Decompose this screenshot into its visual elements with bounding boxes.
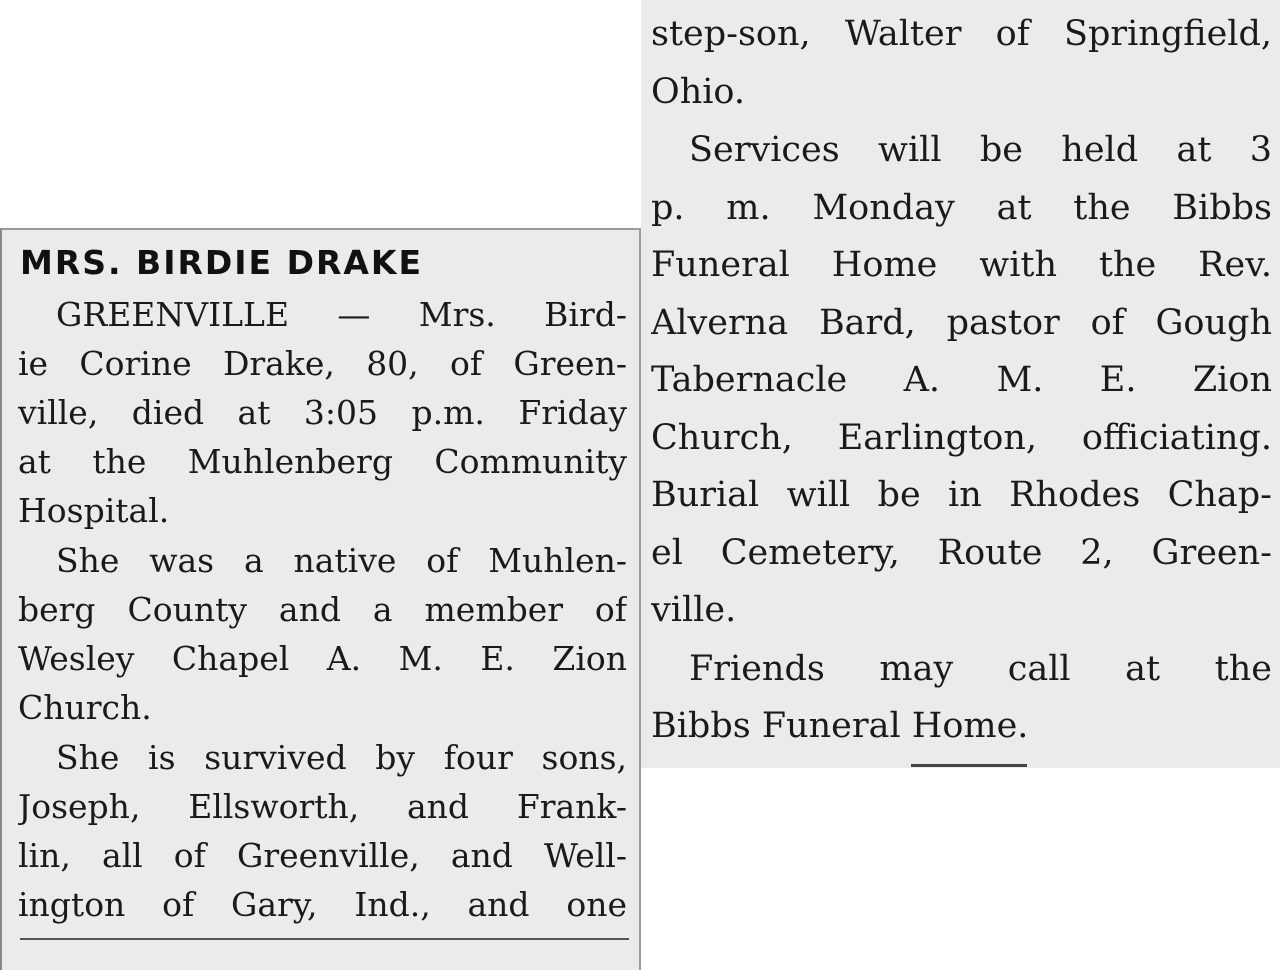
text-line: Ohio. [651,71,746,112]
text-line: ington of Gary, Ind., and one [18,885,627,924]
text-line: ie Corine Drake, 80, of Green- [18,344,627,383]
obituary-headline: MRS. BIRDIE DRAKE [20,243,424,282]
end-of-article-rule [911,764,1027,767]
text-line: Church. [18,688,152,727]
paragraph-survivors [18,733,627,929]
paragraph-native [18,536,627,732]
paragraph-services [651,122,1272,640]
text-line: lin, all of Greenville, and Well- [18,836,627,875]
text-line: Bibbs Funeral Home. [651,706,1029,746]
text-line: Alverna Bard, pastor of Gough [651,302,1272,343]
text-line: step-son, Walter of Springfield, [651,14,1272,54]
text-line: She is survived by four sons, [56,738,627,777]
obituary-clipping-right [641,0,1280,768]
text-line: Wesley Chapel A. M. E. Zion [18,639,627,678]
text-line: at the Muhlenberg Community [18,442,627,481]
text-line: Hospital. [18,491,170,530]
text-line: Tabernacle A. M. E. Zion [651,360,1272,400]
text-line: berg County and a member of [18,590,627,629]
text-line: ville, died at 3:05 p.m. Friday [18,393,627,432]
text-line: Funeral Home with the Rev. [651,245,1272,285]
text-line: Burial will be in Rhodes Chap- [651,475,1272,515]
text-line: She was a native of Muhlen- [56,541,627,580]
text-line: Joseph, Ellsworth, and Frank- [18,787,627,826]
text-line: Friends may call at the [689,648,1272,689]
obituary-clipping-left [0,228,641,970]
text-line: GREENVILLE — Mrs. Bird- [56,295,627,334]
text-line: Church, Earlington, officiating. [651,417,1272,458]
column-bottom-rule [20,938,629,940]
text-line: p. m. Monday at the Bibbs [651,187,1272,228]
text-line: ville. [651,590,737,630]
paragraph-friends [651,641,1272,756]
text-line: Services will be held at 3 [689,130,1272,170]
paragraph-stepson [651,6,1272,121]
text-line: el Cemetery, Route 2, Green- [651,532,1272,573]
paragraph-death-notice [18,290,627,535]
